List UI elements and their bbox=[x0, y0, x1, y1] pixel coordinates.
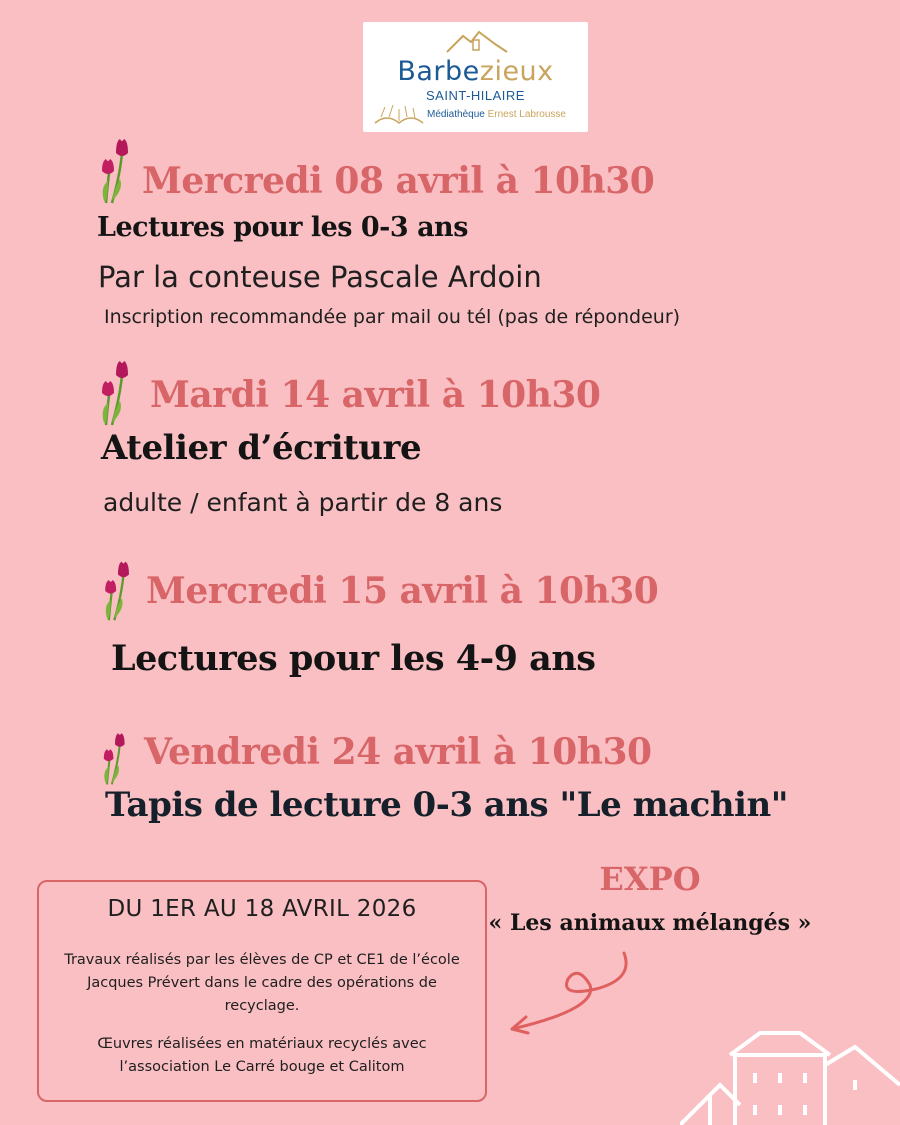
logo-subtitle: SAINT-HILAIRE bbox=[426, 88, 525, 103]
expo-info-box bbox=[37, 880, 487, 1102]
event-1-registration: Inscription recommandée par mail ou tél (pas de répondeur) bbox=[104, 306, 681, 328]
arrow-icon bbox=[500, 945, 640, 1040]
tulip-icon bbox=[100, 558, 136, 622]
expo-name: « Les animaux mélangés » bbox=[488, 910, 812, 936]
book-icon bbox=[373, 103, 425, 127]
logo-mediatheque: Médiathèque Ernest Labrousse bbox=[427, 109, 566, 120]
expo-materials: Œuvres réalisées en matériaux recyclés avec l’association Le Carré bouge et Calitom bbox=[97, 1036, 427, 1075]
tulip-icon bbox=[98, 135, 134, 205]
tulip-icon bbox=[98, 357, 134, 427]
expo-label: EXPO bbox=[599, 860, 701, 898]
castle-outline-icon bbox=[680, 1025, 900, 1125]
event-1-date: Mercredi 08 avril à 10h30 bbox=[142, 160, 655, 202]
expo-period: DU 1ER AU 18 AVRIL 2026 bbox=[107, 896, 417, 922]
event-3-date: Mercredi 15 avril à 10h30 bbox=[146, 570, 659, 612]
event-2-date: Mardi 14 avril à 10h30 bbox=[150, 374, 601, 416]
logo-brand: Barbezieux bbox=[397, 56, 554, 87]
expo-description: Travaux réalisés par les élèves de CP et CE1 de l’école Jacques Prévert dans le cadre des opérations de recyclage. bbox=[64, 952, 460, 1014]
event-1-title: Lectures pour les 0-3 ans bbox=[97, 212, 468, 243]
event-3-title: Lectures pour les 4-9 ans bbox=[111, 638, 596, 679]
event-4-title: Tapis de lecture 0-3 ans "Le machin" bbox=[105, 785, 788, 825]
logo bbox=[363, 22, 588, 132]
roof-icon bbox=[445, 28, 509, 54]
tulip-icon bbox=[98, 730, 132, 786]
event-2-title: Atelier d’écriture bbox=[101, 428, 422, 468]
event-1-presenter: Par la conteuse Pascale Ardoin bbox=[98, 260, 542, 294]
event-4-date: Vendredi 24 avril à 10h30 bbox=[144, 731, 652, 773]
event-2-audience: adulte / enfant à partir de 8 ans bbox=[103, 488, 503, 517]
